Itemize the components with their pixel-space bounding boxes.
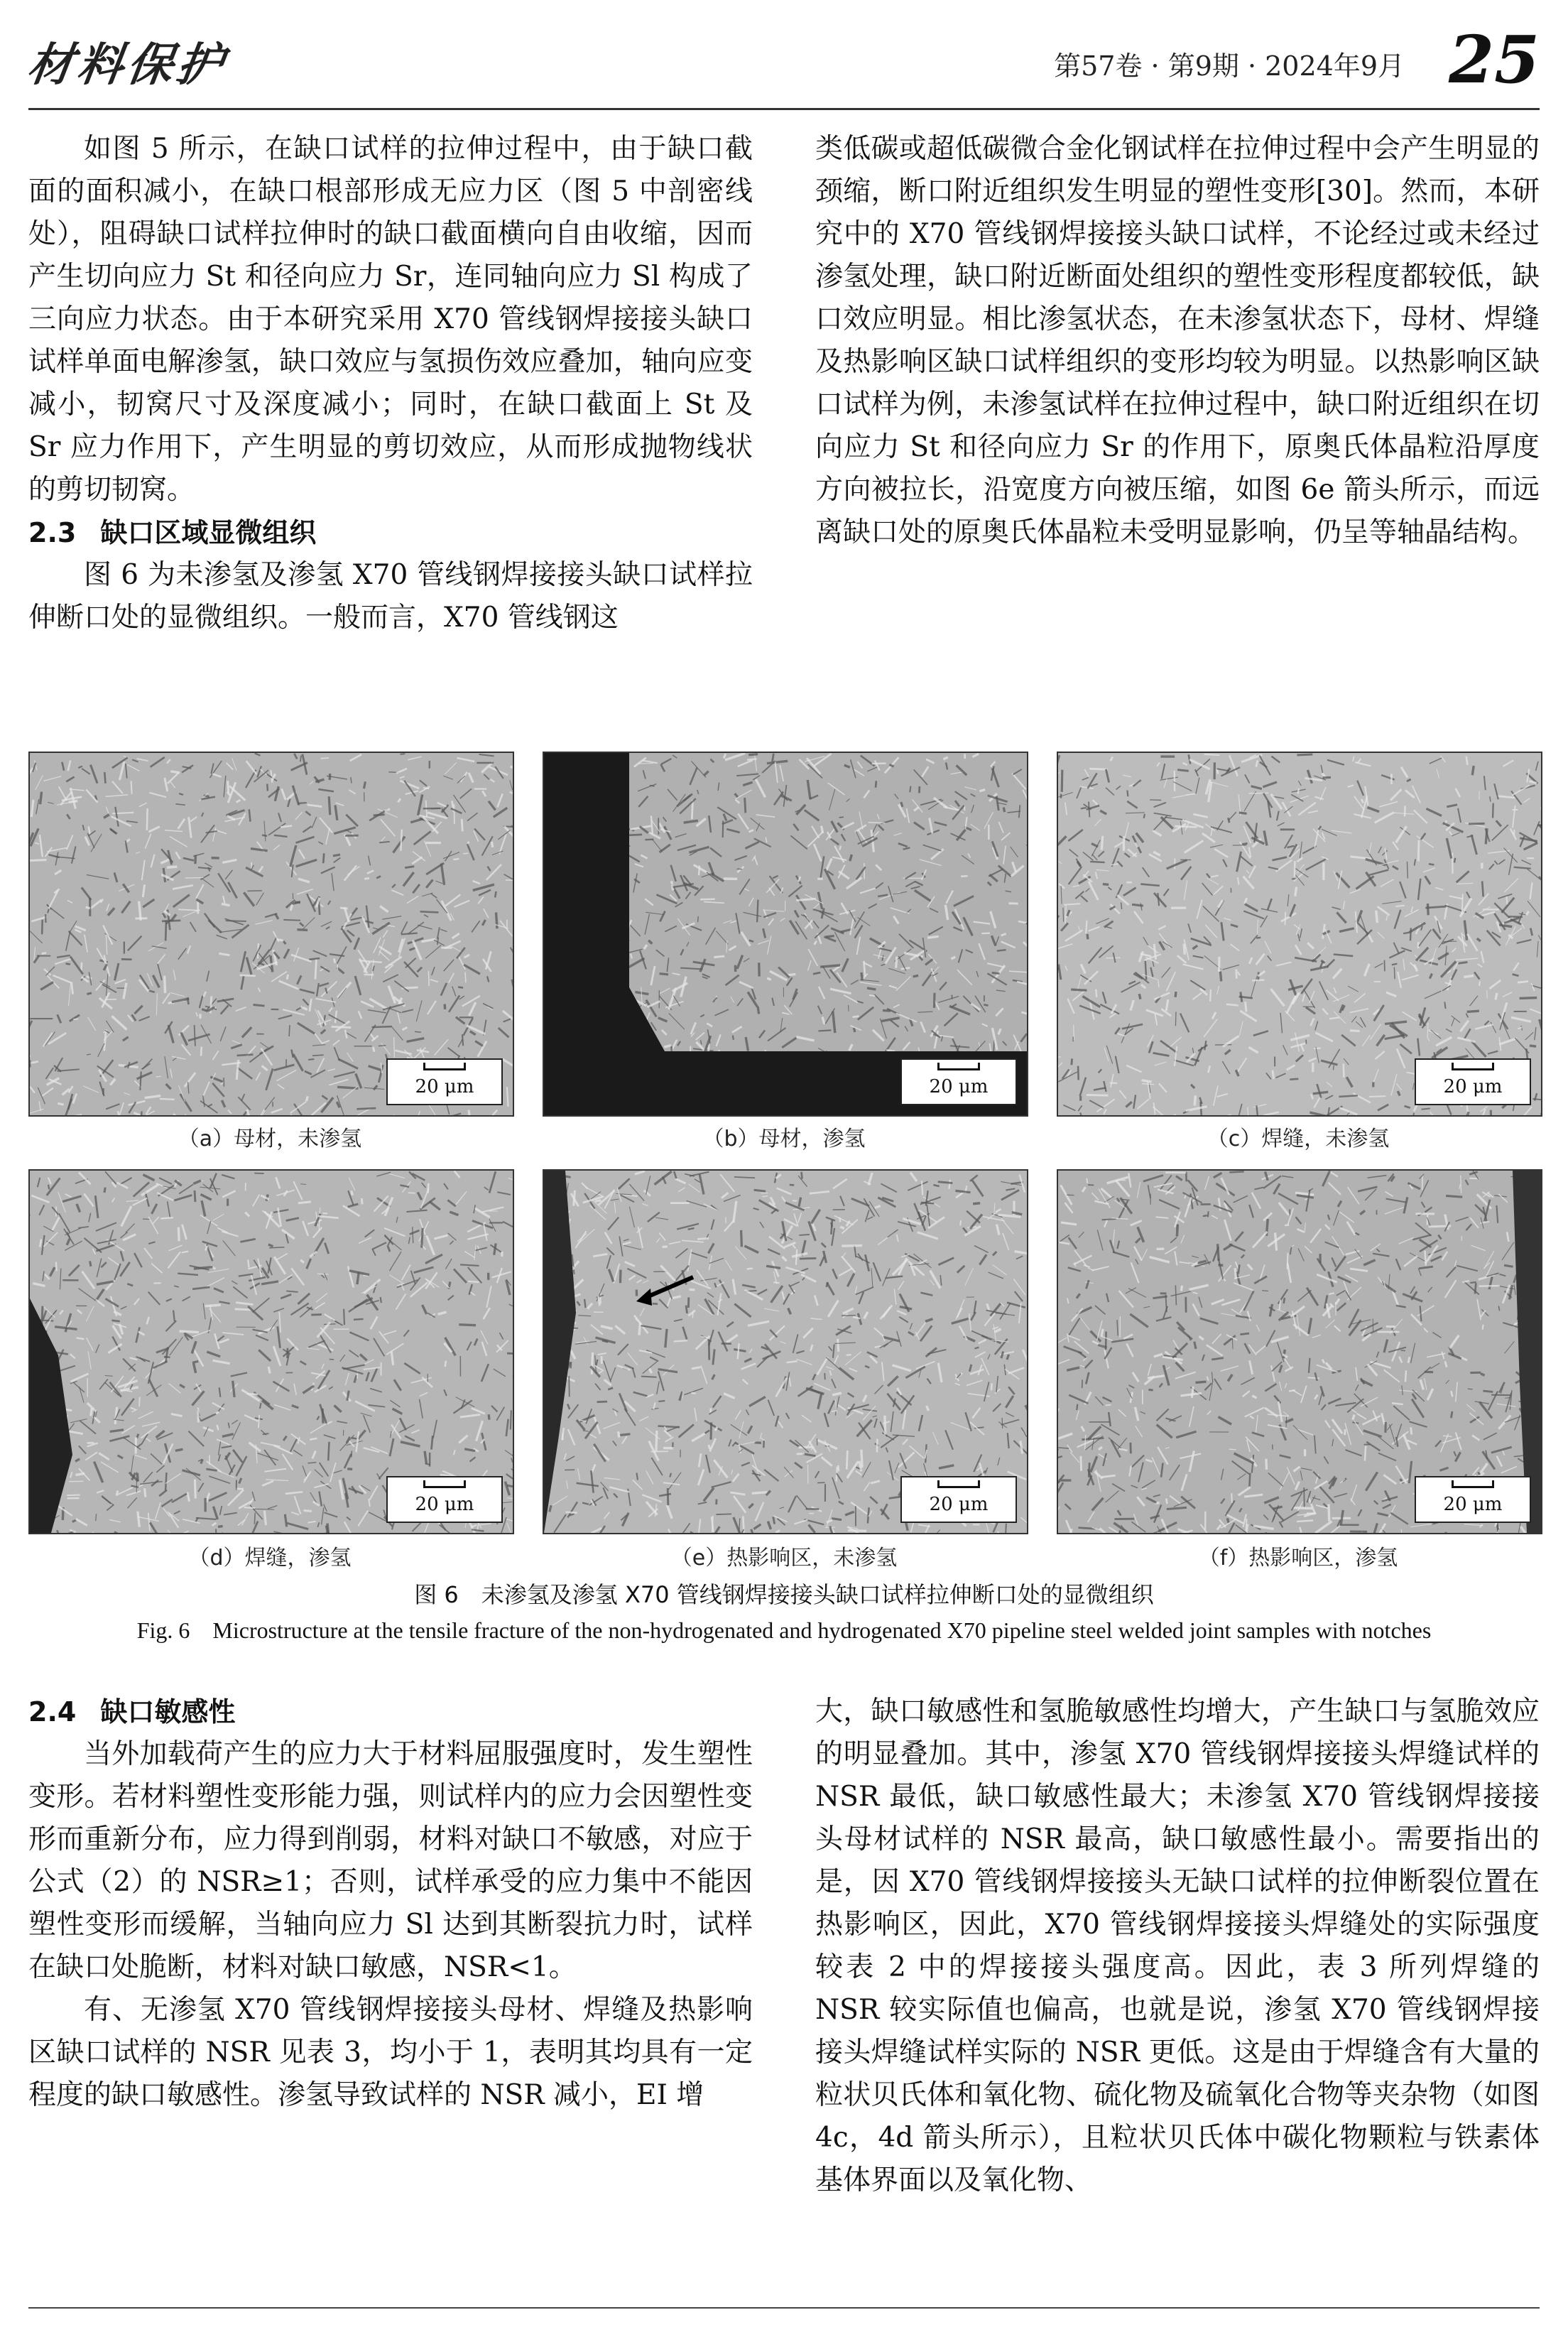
paragraph: 如图 5 所示，在缺口试样的拉伸过程中，由于缺口截面的面积减小，在缺口根部形成无应力区（图 5 中剖密线处），阻碍缺口试样拉伸时的缺口截面横向自由收缩，因而产生切向应力 St 和径向应力 Sr，连同轴向应力 Sl 构成了三向应力状态。由于本研究采用 X70 管线钢焊接接头缺口试样单面电解渗氢，缺口效应与氢损伤效应叠加，轴向应变减小，韧窝尺寸及深度减小；同时，在缺口截面上 St 及 Sr 应力作用下，产生明显的剪切效应，从而形成抛物线状的剪切韧窝。	[28, 133, 753, 506]
scale-bar	[386, 1476, 503, 1523]
scale-bar	[900, 1058, 1017, 1105]
scale-bar	[1415, 1476, 1531, 1523]
top-left-column	[28, 128, 753, 639]
micrograph-b	[543, 752, 1028, 1117]
micrograph-e	[543, 1169, 1028, 1534]
journal-title: 材料保护	[23, 38, 231, 92]
subcaption-c: （c）焊缝，未渗氢	[1207, 1127, 1390, 1151]
section-heading	[28, 511, 753, 554]
section-title: 缺口敏感性	[100, 1696, 236, 1728]
header-rule	[28, 108, 1540, 110]
scale-bar	[900, 1476, 1017, 1523]
paragraph: 当外加载荷产生的应力大于材料屈服强度时，发生塑性变形。若材料塑性变形能力强，则试样内的应力会因塑性变形而重新分布，应力得到削弱，材料对缺口不敏感，对应于公式（2）的 NSR≥1；否则，试样承受的应力集中不能因塑性变形而缓解，当轴向应力 Sl 达到其断裂抗力时，试样在缺口处脆断，材料对缺口敏感，NSR<1。	[28, 1738, 753, 1983]
subcaption-e: （e）热影响区，未渗氢	[670, 1546, 898, 1571]
footer-rule	[28, 2307, 1540, 2309]
scale-bar	[386, 1058, 503, 1105]
scale-label: 20 μm	[415, 1494, 474, 1515]
subcaption-f: （f）热影响区，渗氢	[1198, 1546, 1398, 1571]
subcaption-a: （a）母材，未渗氢	[178, 1127, 362, 1151]
scale-label: 20 μm	[929, 1494, 989, 1515]
issue-info: 第57卷 · 第9期 · 2024年9月	[1054, 50, 1405, 82]
subcaption-b: （b）母材，渗氢	[702, 1127, 866, 1151]
bottom-right-column	[815, 1691, 1540, 2202]
figure-caption-cn: 图 6 未渗氢及渗氢 X70 管线钢焊接接头缺口试样拉伸断口处的显微组织	[414, 1581, 1154, 1608]
paragraph: 大，缺口敏感性和氢脆敏感性均增大，产生缺口与氢脆效应的明显叠加。其中，渗氢 X70 管线钢焊接接头焊缝试样的 NSR 最低，缺口敏感性最大；未渗氢 X70 管线钢焊接接头母材试样的 NSR 最高，缺口敏感性最小。需要指出的是，因 X70 管线钢焊接接头无缺口试样的拉伸断裂位置在热影响区，因此，X70 管线钢焊接接头焊缝处的实际强度较表 2 中的焊接接头强度高。因此，表 3 所列焊缝的 NSR 较实际值也偏高，也就是说，渗氢 X70 管线钢焊接接头焊缝试样实际的 NSR 更低。这是由于焊缝含有大量的粒状贝氏体和氧化物、硫化物及硫氧化合物等夹杂物（如图 4c，4d 箭头所示），且粒状贝氏体中碳化物颗粒与铁素体基体界面以及氧化物、	[815, 1696, 1540, 2196]
section-title: 缺口区域显微组织	[100, 517, 317, 548]
scale-label: 20 μm	[1443, 1494, 1503, 1515]
section-heading	[28, 1691, 753, 1733]
figure-caption-en: Fig. 6 Microstructure at the tensile fracture of the non-hydrogenated and hydrogenated X70 pipeline steel welded joint samples with notches	[136, 1617, 1432, 1643]
micrograph-c	[1057, 752, 1542, 1117]
scale-label: 20 μm	[929, 1076, 989, 1097]
scale-label: 20 μm	[415, 1076, 474, 1097]
paragraph: 有、无渗氢 X70 管线钢焊接接头母材、焊缝及热影响区缺口试样的 NSR 见表 3，均小于 1，表明其均具有一定程度的缺口敏感性。渗氢导致试样的 NSR 减小，EI 增	[28, 1994, 753, 2111]
top-right-column	[815, 128, 1540, 554]
scale-label: 20 μm	[1443, 1076, 1503, 1097]
bottom-left-column	[28, 1691, 753, 2117]
paragraph: 类低碳或超低碳微合金化钢试样在拉伸过程中会产生明显的颈缩，断口附近组织发生明显的塑性变形[30]。然而，本研究中的 X70 管线钢焊接接头缺口试样，不论经过或未经过渗氢处理，缺口附近断面处组织的塑性变形程度都较低，缺口效应明显。相比渗氢状态，在未渗氢状态下，母材、焊缝及热影响区缺口试样组织的变形均较为明显。以热影响区缺口试样为例，未渗氢试样在拉伸过程中，缺口附近组织在切向应力 St 和径向应力 Sr 的作用下，原奥氏体晶粒沿厚度方向被拉长，沿宽度方向被压缩，如图 6e 箭头所示，而远离缺口处的原奥氏体晶粒未受明显影响，仍呈等轴晶结构。	[815, 133, 1540, 548]
page-number: 25	[1448, 21, 1540, 98]
subcaption-d: （d）焊缝，渗氢	[188, 1546, 352, 1571]
section-number: 2.3	[28, 517, 77, 548]
micrograph-f	[1057, 1169, 1542, 1534]
paragraph: 图 6 为未渗氢及渗氢 X70 管线钢焊接接头缺口试样拉伸断口处的显微组织。一般而言，X70 管线钢这	[28, 559, 753, 634]
scale-bar	[1415, 1058, 1531, 1105]
micrograph-a	[28, 752, 514, 1117]
section-number: 2.4	[28, 1696, 77, 1728]
micrograph-d	[28, 1169, 514, 1534]
